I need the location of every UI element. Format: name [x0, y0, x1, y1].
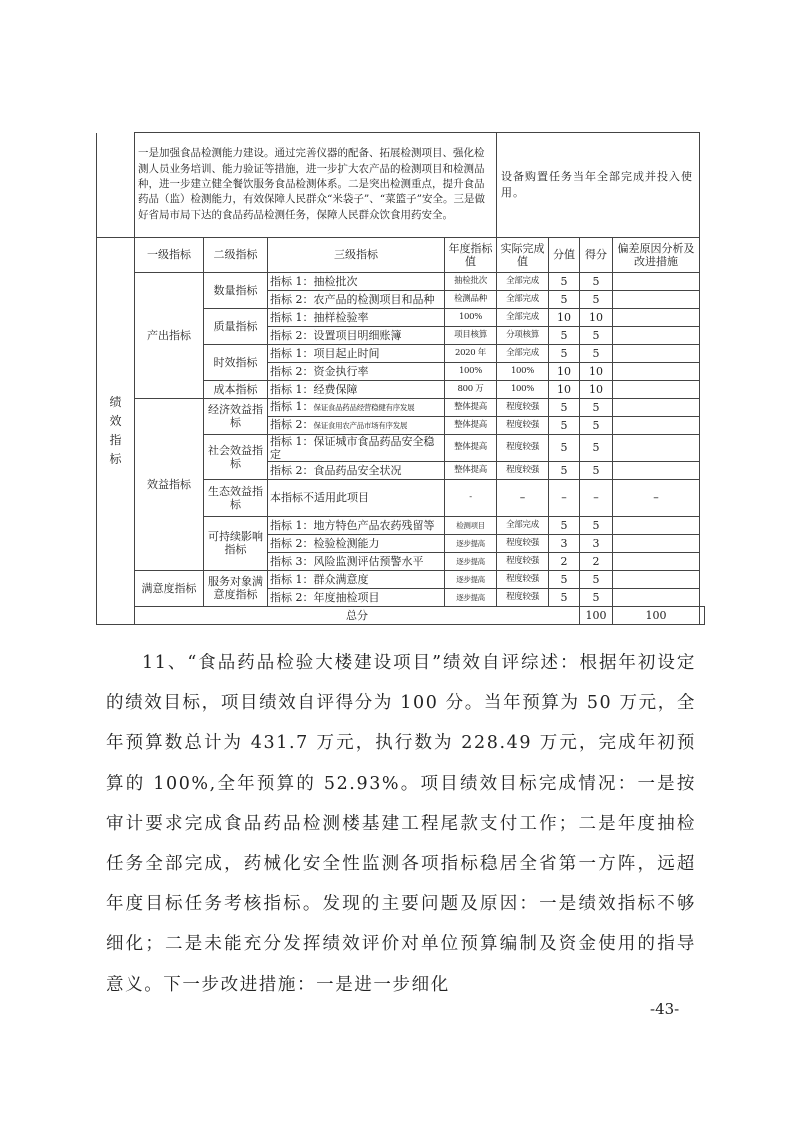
header-annual-target: 年度指标值 [445, 237, 497, 272]
side-label-char: 标 [109, 451, 122, 466]
target-cell: 逐步提高 [445, 534, 497, 552]
indicator-cell: 指标 2：农产品的检测项目和品种 [268, 290, 445, 308]
indicator-prefix: 指标 2： [270, 418, 314, 431]
table-row [97, 272, 705, 290]
score-cell: 10 [580, 362, 613, 380]
indicator-cell [268, 398, 445, 416]
weight-cell: – [549, 479, 580, 516]
subgroup-service: 服务对象满意度指标 [204, 570, 268, 606]
header-level1: 一级指标 [135, 237, 204, 272]
completion-text: 设备购置任务当年全部完成并投入使用。 [497, 133, 700, 238]
indicator-cell: 指标 1：群众满意度 [268, 570, 445, 588]
actual-cell: 程度较强 [497, 534, 549, 552]
table-row [97, 570, 705, 588]
indicator-body: 保证食品药品经营稳健有序发展 [313, 403, 415, 412]
analysis-cell [613, 308, 700, 326]
subgroup-economic: 经济效益指标 [204, 398, 268, 434]
indicator-cell [268, 416, 445, 434]
summary-paragraph-text: 11、“食品药品检验大楼建设项目”绩效自评综述：根据年初设定的绩效目标，项目绩效自评得分为 100 分。当年预算为 50 万元，全年预算数总计为 431.7 万元，执行数为 228.49 万元，完成年初预算的 100%,全年预算的 52.93%。项目绩效目标完成情况：一是按审计要求完成食品药品检测楼基建工程尾款支付工作；二是年度抽检任务全部完成，药械化安全性监测各项指标稳居全省第一方阵，远超年度目标任务考核指标。发现的主要问题及原因：一是绩效指标不够细化；二是未能充分发挥绩效评价对单位预算编制及资金使用的指导意义。下一步改进措施：一是进一步细化 [106, 653, 696, 995]
indicator-cell: 指标 1：抽样检验率 [268, 308, 445, 326]
header-actual: 实际完成值 [497, 237, 549, 272]
score-cell: 5 [580, 588, 613, 606]
score-cell: 5 [580, 290, 613, 308]
analysis-cell [613, 326, 700, 344]
side-label-char: 指 [109, 432, 122, 447]
actual-cell: 程度较强 [497, 461, 549, 479]
indicator-cell: 指标 1：项目起止时间 [268, 344, 445, 362]
indicator-cell: 指标 2：设置项目明细账簿 [268, 326, 445, 344]
actual-cell: 程度较强 [497, 416, 549, 434]
weight-cell: 3 [549, 534, 580, 552]
group-output: 产出指标 [135, 272, 204, 398]
subgroup-sustainable: 可持续影响指标 [204, 516, 268, 570]
score-cell: 10 [580, 380, 613, 398]
actual-cell: 全部完成 [497, 344, 549, 362]
header-level3: 三级指标 [268, 237, 445, 272]
weight-cell: 10 [549, 362, 580, 380]
subgroup-quantity: 数量指标 [204, 272, 268, 308]
target-cell: 逐步提高 [445, 588, 497, 606]
weight-cell: 5 [549, 516, 580, 534]
total-analysis [700, 606, 705, 624]
score-cell: 5 [580, 398, 613, 416]
subgroup-quality: 质量指标 [204, 308, 268, 344]
total-weight: 100 [580, 606, 613, 624]
indicator-cell: 指标 3：风险监测评估预警水平 [268, 552, 445, 570]
target-cell: 项目核算 [445, 326, 497, 344]
weight-cell: 5 [549, 290, 580, 308]
score-cell: 5 [580, 461, 613, 479]
weight-cell: 5 [549, 570, 580, 588]
score-cell: 10 [580, 308, 613, 326]
analysis-cell [613, 380, 700, 398]
analysis-cell [613, 570, 700, 588]
actual-cell: 全部完成 [497, 290, 549, 308]
indicator-cell: 指标 1：保证城市食品药品安全稳定 [268, 434, 445, 461]
total-label: 总分 [135, 606, 580, 624]
summary-paragraph [106, 643, 696, 1005]
page-number: -43- [650, 1000, 680, 1018]
actual-cell: 程度较强 [497, 552, 549, 570]
analysis-cell [613, 534, 700, 552]
score-cell: 5 [580, 570, 613, 588]
analysis-cell [613, 588, 700, 606]
actual-cell: 分项核算 [497, 326, 549, 344]
target-cell: 整体提高 [445, 416, 497, 434]
header-score: 得分 [580, 237, 613, 272]
side-blank-cell [97, 133, 135, 238]
indicator-cell: 指标 2：资金执行率 [268, 362, 445, 380]
actual-cell: 100% [497, 362, 549, 380]
weight-cell: 2 [549, 552, 580, 570]
target-cell: 100% [445, 308, 497, 326]
analysis-cell [613, 552, 700, 570]
actual-cell: 100% [497, 380, 549, 398]
score-cell: 5 [580, 344, 613, 362]
indicator-cell: 指标 1：抽检批次 [268, 272, 445, 290]
actual-cell: 程度较强 [497, 570, 549, 588]
target-cell: 整体提高 [445, 434, 497, 461]
analysis-cell [613, 272, 700, 290]
weight-cell: 5 [549, 461, 580, 479]
analysis-cell [613, 434, 700, 461]
side-label-char: 效 [109, 413, 122, 428]
actual-cell: 程度较强 [497, 588, 549, 606]
header-level2: 二级指标 [204, 237, 268, 272]
indicator-cell: 指标 2：检验检测能力 [268, 534, 445, 552]
weight-cell: 5 [549, 398, 580, 416]
actual-cell: – [497, 479, 549, 516]
performance-table [96, 132, 705, 625]
score-cell: 5 [580, 272, 613, 290]
weight-cell: 5 [549, 434, 580, 461]
analysis-cell [613, 461, 700, 479]
score-cell: 5 [580, 416, 613, 434]
total-row [97, 606, 705, 624]
weight-cell: 5 [549, 272, 580, 290]
score-cell: – [580, 479, 613, 516]
target-cell: 800 万 [445, 380, 497, 398]
goal-text: 一是加强食品检测能力建设。通过完善仪器的配备、拓展检测项目、强化检测人员业务培训、能力验证等措施，进一步扩大农产品的检测项目和检测品种，进一步建立健全餐饮服务食品检测体系。二是突出检测重点，提升食品药品（监）检测能力，有效保障人民群众“米袋子”、“菜篮子”安全。三是做好省局市局下达的食品药品检测任务，保障人民群众饮食用药安全。 [135, 133, 497, 238]
header-analysis: 偏差原因分析及改进措施 [613, 237, 700, 272]
target-cell: 逐步提高 [445, 552, 497, 570]
score-cell: 5 [580, 434, 613, 461]
indicator-cell: 指标 2：食品药品安全状况 [268, 461, 445, 479]
analysis-cell: – [613, 479, 700, 516]
actual-cell: 全部完成 [497, 308, 549, 326]
score-cell: 5 [580, 326, 613, 344]
subgroup-ecological: 生态效益指标 [204, 479, 268, 516]
indicator-body: 保证食用农产品市场有序发展 [313, 421, 408, 430]
target-cell: 检测项目 [445, 516, 497, 534]
actual-cell: 全部完成 [497, 516, 549, 534]
score-cell: 3 [580, 534, 613, 552]
analysis-cell [613, 416, 700, 434]
target-cell: 检测品种 [445, 290, 497, 308]
side-label-performance [97, 237, 135, 624]
score-cell: 2 [580, 552, 613, 570]
indicator-cell: 指标 2：年度抽检项目 [268, 588, 445, 606]
header-weight: 分值 [549, 237, 580, 272]
weight-cell: 10 [549, 380, 580, 398]
target-cell: 逐步提高 [445, 570, 497, 588]
weight-cell: 5 [549, 588, 580, 606]
target-cell: 100% [445, 362, 497, 380]
indicator-prefix: 指标 1： [270, 400, 314, 413]
weight-cell: 5 [549, 326, 580, 344]
subgroup-cost: 成本指标 [204, 380, 268, 398]
indicator-cell: 指标 1：地方特色产品农药残留等 [268, 516, 445, 534]
actual-cell: 全部完成 [497, 272, 549, 290]
weight-cell: 10 [549, 308, 580, 326]
target-cell: 2020 年 [445, 344, 497, 362]
indicator-cell: 本指标不适用此项目 [268, 479, 445, 516]
subgroup-timeliness: 时效指标 [204, 344, 268, 380]
table-row [97, 398, 705, 416]
analysis-cell [613, 362, 700, 380]
total-score: 100 [613, 606, 700, 624]
group-satisfaction: 满意度指标 [135, 570, 204, 606]
target-cell: 整体提高 [445, 461, 497, 479]
score-cell: 5 [580, 516, 613, 534]
analysis-cell [613, 344, 700, 362]
side-label-char: 绩 [109, 394, 122, 409]
target-cell: 整体提高 [445, 398, 497, 416]
analysis-cell [613, 398, 700, 416]
actual-cell: 程度较强 [497, 398, 549, 416]
target-cell: - [445, 479, 497, 516]
actual-cell: 程度较强 [497, 434, 549, 461]
analysis-cell [613, 290, 700, 308]
subgroup-social: 社会效益指标 [204, 434, 268, 479]
target-cell: 抽检批次 [445, 272, 497, 290]
analysis-cell [613, 516, 700, 534]
group-benefit: 效益指标 [135, 398, 204, 570]
weight-cell: 5 [549, 416, 580, 434]
weight-cell: 5 [549, 344, 580, 362]
indicator-cell: 指标 1：经费保障 [268, 380, 445, 398]
